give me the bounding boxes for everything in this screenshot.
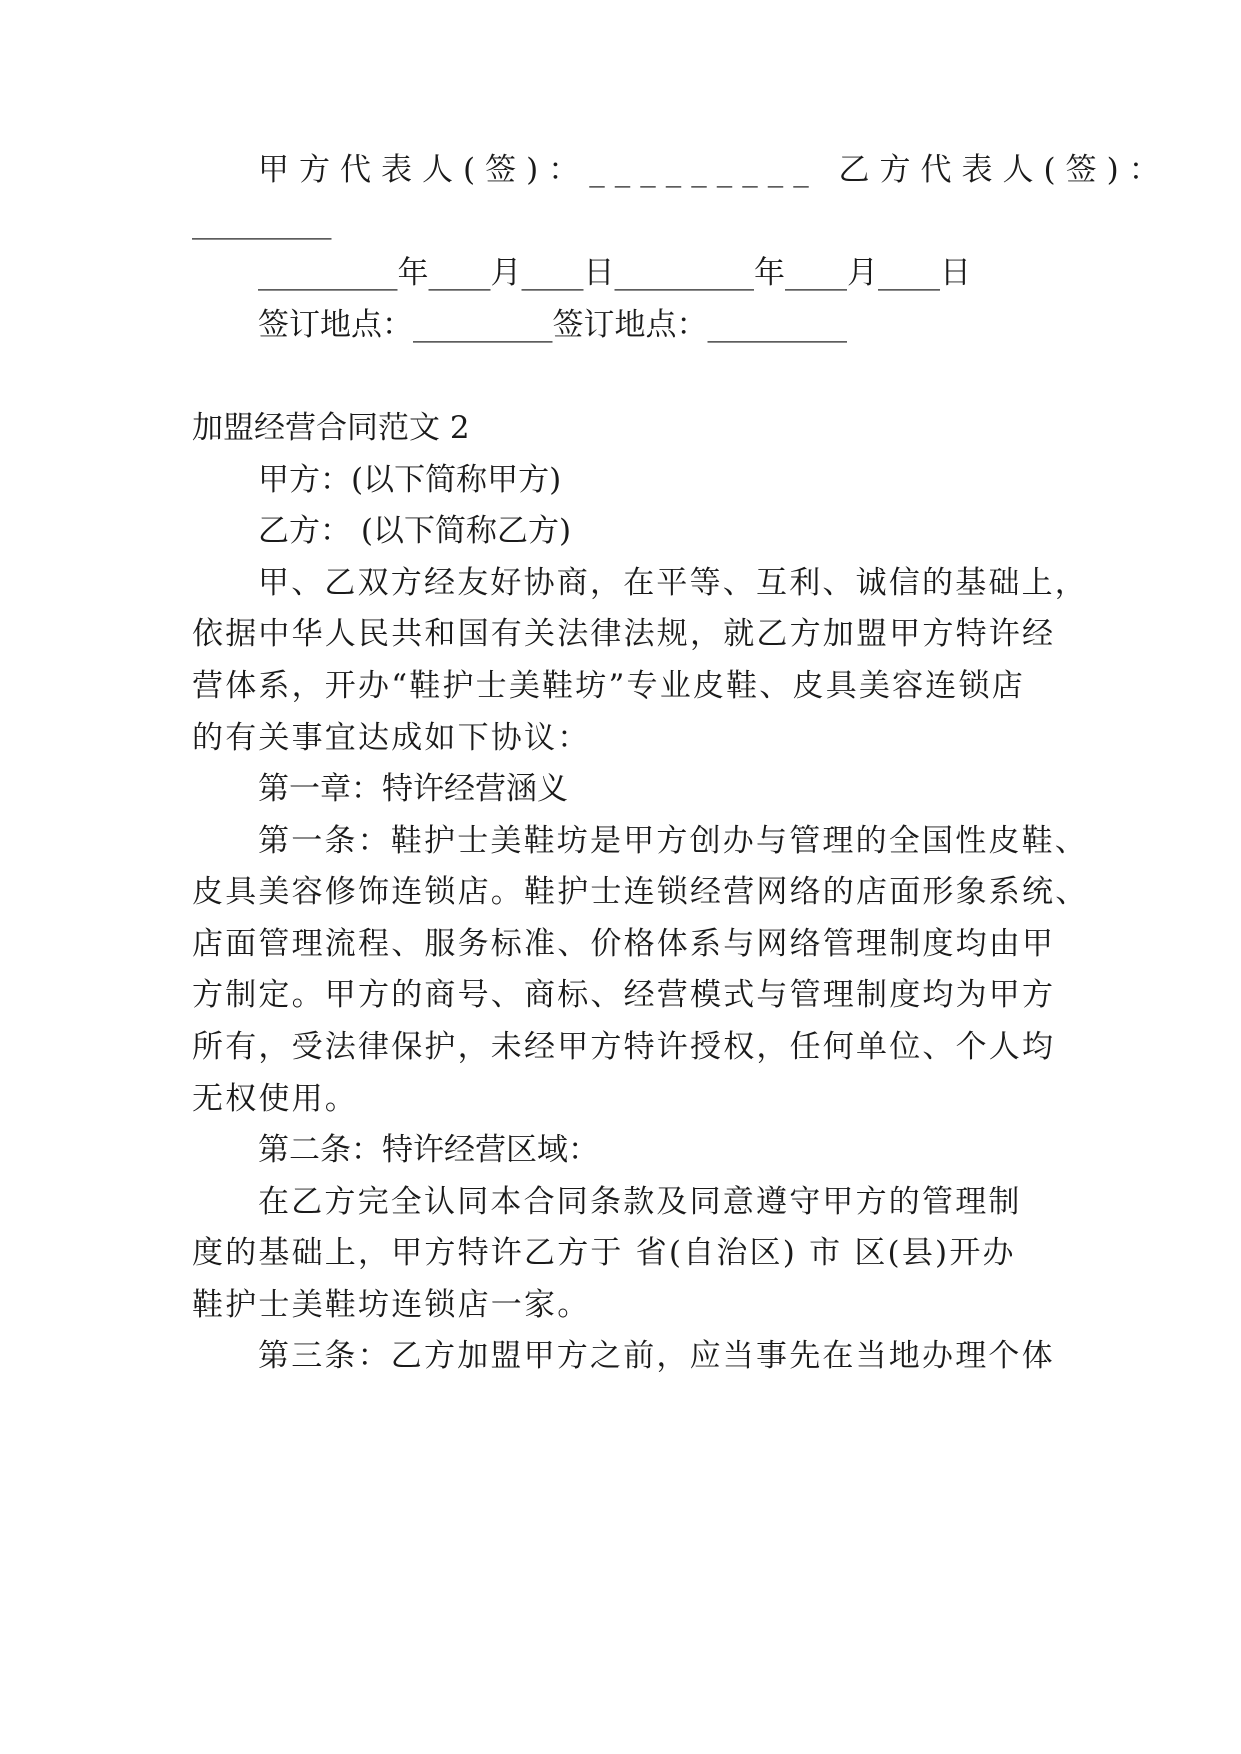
- intro-line-3: 营体系，开办“鞋护士美鞋坊”专业皮鞋、皮具美容连锁店: [192, 668, 1025, 704]
- article-one-line-3: 店面管理流程、服务标准、价格体系与网络管理制度均由甲: [192, 926, 1056, 962]
- signature-representatives-line: 甲方代表人(签)：_________ 乙方代表人(签)：: [258, 152, 1170, 188]
- article-one-line-6: 无权使用。: [192, 1081, 358, 1117]
- signature-date-line: _________年____月____日_________年____月____日: [258, 255, 971, 291]
- party-b-line: 乙方： (以下简称乙方): [258, 513, 572, 549]
- article-one-line-1: 第一条：鞋护士美鞋坊是甲方创办与管理的全国性皮鞋、: [258, 823, 1088, 859]
- article-two-line-3: 鞋护士美鞋坊连锁店一家。: [192, 1287, 591, 1323]
- signature-representatives-line-cont: _________: [192, 204, 332, 240]
- chapter-one-heading: 第一章：特许经营涵义: [258, 771, 568, 807]
- signature-place-line: 签订地点：_________签订地点：_________: [258, 307, 847, 343]
- article-two-heading: 第二条：特许经营区域：: [258, 1132, 599, 1168]
- intro-line-4: 的有关事宜达成如下协议：: [192, 720, 591, 756]
- article-one-line-5: 所有，受法律保护，未经甲方特许授权，任何单位、个人均: [192, 1029, 1056, 1065]
- intro-line-1: 甲、乙双方经友好协商，在平等、互利、诚信的基础上，: [258, 565, 1088, 601]
- party-a-line: 甲方：(以下简称甲方): [258, 462, 562, 498]
- article-two-line-2: 度的基础上，甲方特许乙方于 省(自治区) 市 区(县)开办: [192, 1235, 1016, 1271]
- article-one-line-4: 方制定。甲方的商号、商标、经营模式与管理制度均为甲方: [192, 977, 1056, 1013]
- article-two-line-1: 在乙方完全认同本合同条款及同意遵守甲方的管理制: [258, 1184, 1022, 1220]
- intro-line-2: 依据中华人民共和国有关法律法规，就乙方加盟甲方特许经: [192, 616, 1056, 652]
- article-one-line-2: 皮具美容修饰连锁店。鞋护士连锁经营网络的店面形象系统、: [192, 874, 1089, 910]
- section-title: 加盟经营合同范文 2: [192, 410, 470, 446]
- article-three-line-1: 第三条：乙方加盟甲方之前，应当事先在当地办理个体: [258, 1338, 1055, 1374]
